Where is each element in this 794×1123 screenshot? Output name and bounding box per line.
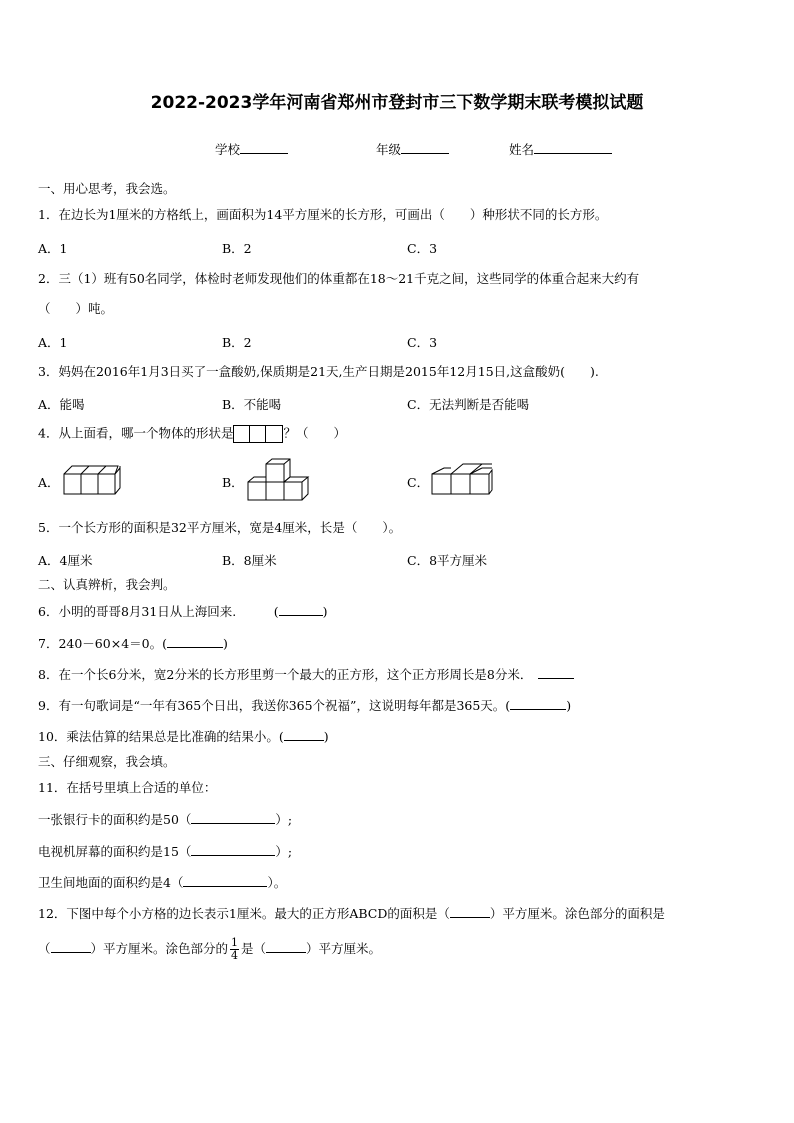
section-1-heading: 一、用心思考，我会选。 xyxy=(38,181,176,196)
q11-item-3 xyxy=(38,874,286,891)
q12-text-a: 12．下图中每个小方格的边长表示1厘米。最大的正方形ABCD的面积是（ xyxy=(38,906,450,921)
section-3-heading: 三、仔细观察，我会填。 xyxy=(38,754,176,769)
q7-answer-blank[interactable] xyxy=(167,635,223,648)
question-8 xyxy=(38,666,574,683)
fraction-one-quarter xyxy=(230,937,239,962)
q6-close: ) xyxy=(322,604,328,619)
q4-figure-c xyxy=(430,462,494,496)
q12-blank-3[interactable] xyxy=(266,940,306,953)
q9-close: ) xyxy=(566,698,572,713)
q2-option-c[interactable]: C．3 xyxy=(407,335,438,350)
q12-open: （ xyxy=(38,941,51,956)
q3-option-c[interactable]: C．无法判断是否能喝 xyxy=(407,397,530,412)
q8-answer-blank[interactable] xyxy=(538,666,574,679)
q12-blank-2[interactable] xyxy=(51,940,91,953)
grade-blank[interactable] xyxy=(401,141,449,154)
question-3: 3．妈妈在2016年1月3日买了一盒酸奶,保质期是21天,生产日期是2015年12月15日,这盒酸奶( ). xyxy=(38,364,599,379)
question-12-line1 xyxy=(38,905,665,922)
q12-text-e: ）平方厘米。 xyxy=(306,941,382,956)
q9-answer-blank[interactable] xyxy=(510,697,566,710)
question-6 xyxy=(38,603,328,620)
q7-text: 7．240－60×4＝0。( xyxy=(38,636,167,651)
q11-item-3-end: ）。 xyxy=(267,875,287,890)
page-title: 2022-2023学年河南省郑州市登封市三下数学期末联考模拟试题 xyxy=(150,93,644,113)
q11-item-2-end: ）; xyxy=(275,844,293,859)
q1-option-b[interactable]: B．2 xyxy=(222,241,252,256)
q11-item-3-blank[interactable] xyxy=(183,874,267,887)
q3-option-a[interactable]: A．能喝 xyxy=(38,397,85,412)
q10-close: ) xyxy=(323,729,329,744)
q5-option-c[interactable]: C．8平方厘米 xyxy=(407,553,488,568)
q4-option-b[interactable]: B． xyxy=(222,475,244,490)
q3-option-b[interactable]: B．不能喝 xyxy=(222,397,282,412)
q11-item-2-blank[interactable] xyxy=(191,843,275,856)
question-4 xyxy=(38,425,346,443)
q11-item-1-end: ）; xyxy=(275,812,293,827)
name-field xyxy=(509,141,612,158)
q5-option-a[interactable]: A．4厘米 xyxy=(38,553,93,568)
section-2-heading: 二、认真辨析，我会判。 xyxy=(38,577,176,592)
q4-option-a[interactable]: A． xyxy=(38,475,60,490)
top-view-shape xyxy=(233,425,283,443)
q4-figure-a xyxy=(62,463,122,497)
school-label: 学校 xyxy=(215,142,241,157)
q4-text: 4．从上面看，哪一个物体的形状是 xyxy=(38,425,234,441)
question-9 xyxy=(38,697,571,714)
q4-figure-b xyxy=(246,458,310,502)
q6-text: 6．小明的哥哥8月31日从上海回来. ( xyxy=(38,604,279,619)
q11-item-1-blank[interactable] xyxy=(191,811,275,824)
fraction-denominator: 4 xyxy=(231,949,239,962)
q6-answer-blank[interactable] xyxy=(279,603,323,616)
q11-item-1-text: 一张银行卡的面积约是50（ xyxy=(38,812,192,827)
question-1: 1．在边长为1厘米的方格纸上，画面积为14平方厘米的长方形，可画出（ ）种形状不同的长方形。 xyxy=(38,207,608,222)
q12-text-d: 是（ xyxy=(241,941,267,956)
grade-field xyxy=(376,141,449,158)
grade-label: 年级 xyxy=(376,142,402,157)
q11-item-2-text: 电视机屏幕的面积约是15（ xyxy=(38,844,192,859)
name-label: 姓名 xyxy=(509,142,535,157)
q11-item-1 xyxy=(38,811,292,828)
fraction-numerator: 1 xyxy=(231,936,239,949)
q12-text-c: ）平方厘米。涂色部分的 xyxy=(90,941,229,956)
q7-close: ) xyxy=(222,636,228,651)
q2-option-b[interactable]: B．2 xyxy=(222,335,252,350)
q1-option-a[interactable]: A．1 xyxy=(38,241,68,256)
q1-option-c[interactable]: C．3 xyxy=(407,241,438,256)
question-7 xyxy=(38,635,228,652)
question-11: 11．在括号里填上合适的单位： xyxy=(38,780,217,795)
q10-answer-blank[interactable] xyxy=(284,728,324,741)
question-2-line2: （ ）吨。 xyxy=(38,301,114,316)
question-10 xyxy=(38,728,329,745)
q4-tail: ？（ ） xyxy=(283,425,346,441)
q2-option-a[interactable]: A．1 xyxy=(38,335,68,350)
question-5: 5．一个长方形的面积是32平方厘米，宽是4厘米，长是（ ）。 xyxy=(38,520,402,535)
q10-text: 10．乘法估算的结果总是比准确的结果小。( xyxy=(38,729,284,744)
name-blank[interactable] xyxy=(534,141,612,154)
q5-option-b[interactable]: B．8厘米 xyxy=(222,553,277,568)
q12-blank-1[interactable] xyxy=(450,905,490,918)
q9-text: 9．有一句歌词是“一年有365个日出，我送你365个祝福”，这说明每年都是365天。( xyxy=(38,698,511,713)
question-12-line2 xyxy=(38,935,381,963)
q11-item-2 xyxy=(38,843,292,860)
school-blank[interactable] xyxy=(240,141,288,154)
question-2-line1: 2．三（1）班有50名同学，体检时老师发现他们的体重都在18～21千克之间，这些同学的体重合起来大约有 xyxy=(38,271,640,286)
school-field xyxy=(215,141,288,158)
q8-text: 8．在一个长6分米，宽2分米的长方形里剪一个最大的正方形，这个正方形周长是8分米． xyxy=(38,667,533,682)
q11-item-3-text: 卫生间地面的面积约是4（ xyxy=(38,875,184,890)
q12-text-b: ）平方厘米。涂色部分的面积是 xyxy=(489,906,665,921)
q4-option-c[interactable]: C． xyxy=(407,475,430,490)
